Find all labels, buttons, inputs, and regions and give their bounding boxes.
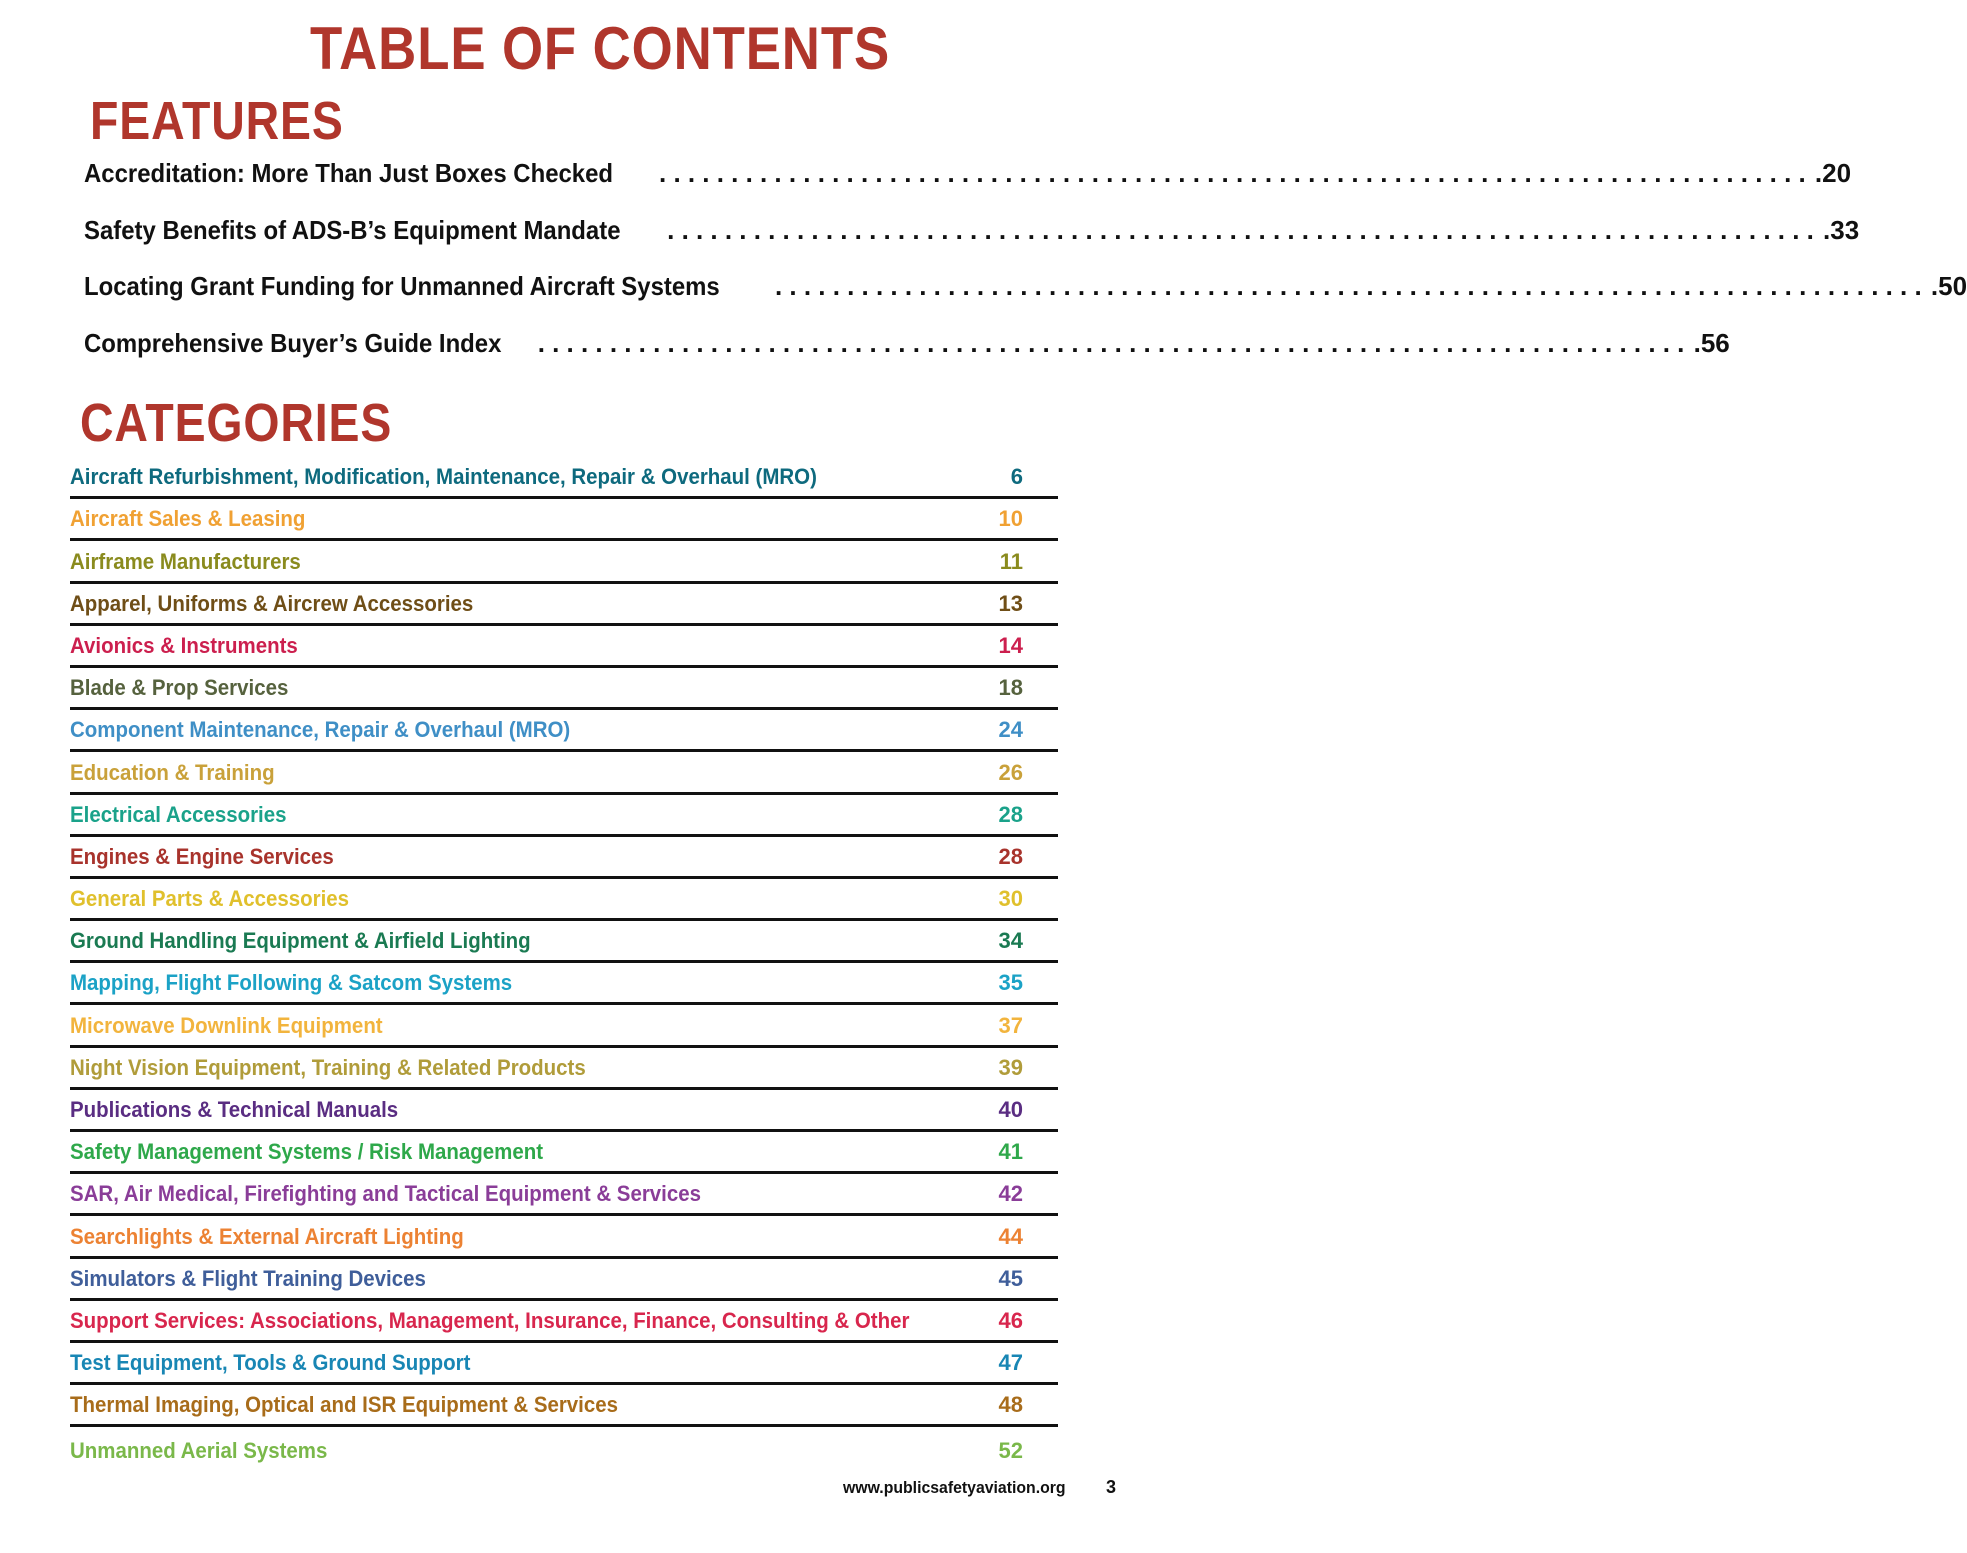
category-label: Blade & Prop Services [70, 675, 289, 701]
category-page-number: 48 [998, 1392, 1023, 1418]
category-row[interactable] [70, 1427, 1058, 1469]
category-row[interactable] [70, 752, 1058, 794]
category-label: Microwave Downlink Equipment [70, 1012, 383, 1038]
category-row[interactable] [70, 1048, 1058, 1090]
category-label: Apparel, Uniforms & Aircrew Accessories [70, 590, 474, 616]
category-row[interactable] [70, 1132, 1058, 1174]
page-title: TABLE OF CONTENTS [309, 15, 891, 82]
category-row[interactable] [70, 584, 1058, 626]
category-row[interactable] [70, 710, 1058, 752]
category-page-number: 35 [998, 970, 1023, 996]
category-page-number: 37 [998, 1012, 1023, 1038]
category-label: Engines & Engine Services [70, 843, 334, 869]
categories-heading: CATEGORIES [80, 393, 393, 453]
category-page-number: 14 [998, 632, 1023, 658]
category-label: Airframe Manufacturers [70, 548, 301, 574]
category-label: Aircraft Refurbishment, Modification, Maintenance, Repair & Overhaul (MRO) [70, 464, 817, 490]
category-page-number: 30 [998, 886, 1023, 912]
feature-item[interactable] [84, 271, 1967, 328]
footer-page-number: 3 [1106, 1477, 1117, 1497]
dot-leader: ................................................................................ [775, 271, 1929, 301]
feature-title: Safety Benefits of ADS-B’s Equipment Mandate [84, 214, 621, 245]
category-page-number: 39 [998, 1054, 1023, 1080]
feature-page-number: .33 [1823, 214, 1860, 245]
category-label: Test Equipment, Tools & Ground Support [70, 1350, 471, 1376]
category-row[interactable] [70, 1343, 1058, 1385]
category-label: Avionics & Instruments [70, 632, 298, 658]
category-row[interactable] [70, 499, 1058, 541]
category-row[interactable] [70, 1385, 1058, 1427]
category-label: Mapping, Flight Following & Satcom Systems [70, 970, 513, 996]
category-row[interactable] [70, 1174, 1058, 1216]
category-row[interactable] [70, 668, 1058, 710]
category-label: Electrical Accessories [70, 801, 287, 827]
category-label: Safety Management Systems / Risk Management [70, 1139, 544, 1165]
category-page-number: 26 [998, 759, 1023, 785]
category-row[interactable] [70, 541, 1058, 583]
category-page-number: 18 [998, 675, 1023, 701]
category-page-number: 46 [998, 1307, 1023, 1333]
category-label: Ground Handling Equipment & Airfield Lighting [70, 928, 531, 954]
category-row[interactable] [70, 626, 1058, 668]
category-page-number: 13 [998, 590, 1023, 616]
feature-item[interactable] [84, 158, 1852, 215]
category-label: Thermal Imaging, Optical and ISR Equipment & Services [70, 1392, 619, 1418]
category-page-number: 28 [998, 843, 1023, 869]
feature-item[interactable] [84, 327, 1730, 385]
categories-list [70, 457, 1058, 1470]
category-row[interactable] [70, 795, 1058, 837]
feature-title: Comprehensive Buyer’s Guide Index [84, 327, 502, 358]
category-row[interactable] [70, 1090, 1058, 1132]
category-label: Education & Training [70, 759, 275, 785]
category-label: Simulators & Flight Training Devices [70, 1265, 426, 1291]
footer-url[interactable]: www.publicsafetyaviation.org [843, 1478, 1066, 1497]
category-page-number: 6 [1010, 464, 1023, 490]
category-page-number: 41 [998, 1139, 1023, 1165]
feature-page-number: .56 [1693, 327, 1730, 358]
features-heading: FEATURES [90, 91, 344, 151]
category-row[interactable] [70, 921, 1058, 963]
category-label: Night Vision Equipment, Training & Related Products [70, 1054, 586, 1080]
feature-page-number: .20 [1814, 158, 1852, 188]
category-page-number: 52 [998, 1437, 1023, 1463]
category-label: Publications & Technical Manuals [70, 1097, 399, 1122]
category-page-number: 34 [998, 928, 1023, 954]
category-row[interactable] [70, 1259, 1058, 1301]
category-row[interactable] [70, 963, 1058, 1005]
category-page-number: 24 [998, 717, 1023, 743]
dot-leader: ................................................................................ [537, 327, 1692, 358]
category-row[interactable] [70, 457, 1058, 499]
category-label: Support Services: Associations, Management, Insurance, Finance, Consulting & Other [70, 1307, 910, 1333]
feature-title: Locating Grant Funding for Unmanned Aircraft Systems [84, 271, 720, 301]
feature-page-number: .50 [1930, 271, 1967, 301]
category-row[interactable] [70, 837, 1058, 879]
dot-leader: ................................................................................ [667, 214, 1822, 245]
category-row[interactable] [70, 1216, 1058, 1258]
category-page-number: 42 [998, 1181, 1023, 1207]
category-label: SAR, Air Medical, Firefighting and Tactical Equipment & Services [70, 1181, 701, 1207]
dot-leader: ................................................................................ [659, 158, 1813, 188]
category-page-number: 44 [998, 1223, 1023, 1249]
category-row[interactable] [70, 1301, 1058, 1343]
category-page-number: 47 [998, 1350, 1023, 1376]
category-label: Component Maintenance, Repair & Overhaul (MRO) [70, 717, 571, 743]
features-list [84, 158, 1967, 384]
feature-item[interactable] [84, 214, 1860, 272]
category-label: Aircraft Sales & Leasing [70, 506, 306, 532]
category-page-number: 40 [998, 1097, 1023, 1122]
category-label: Unmanned Aerial Systems [70, 1437, 328, 1463]
category-row[interactable] [70, 879, 1058, 921]
category-page-number: 28 [998, 801, 1023, 827]
category-page-number: 45 [998, 1265, 1023, 1291]
category-label: Searchlights & External Aircraft Lighting [70, 1223, 464, 1249]
feature-title: Accreditation: More Than Just Boxes Checked [84, 158, 614, 188]
category-page-number: 11 [999, 548, 1023, 574]
category-row[interactable] [70, 1005, 1058, 1047]
category-label: General Parts & Accessories [70, 886, 350, 912]
category-page-number: 10 [998, 506, 1023, 532]
